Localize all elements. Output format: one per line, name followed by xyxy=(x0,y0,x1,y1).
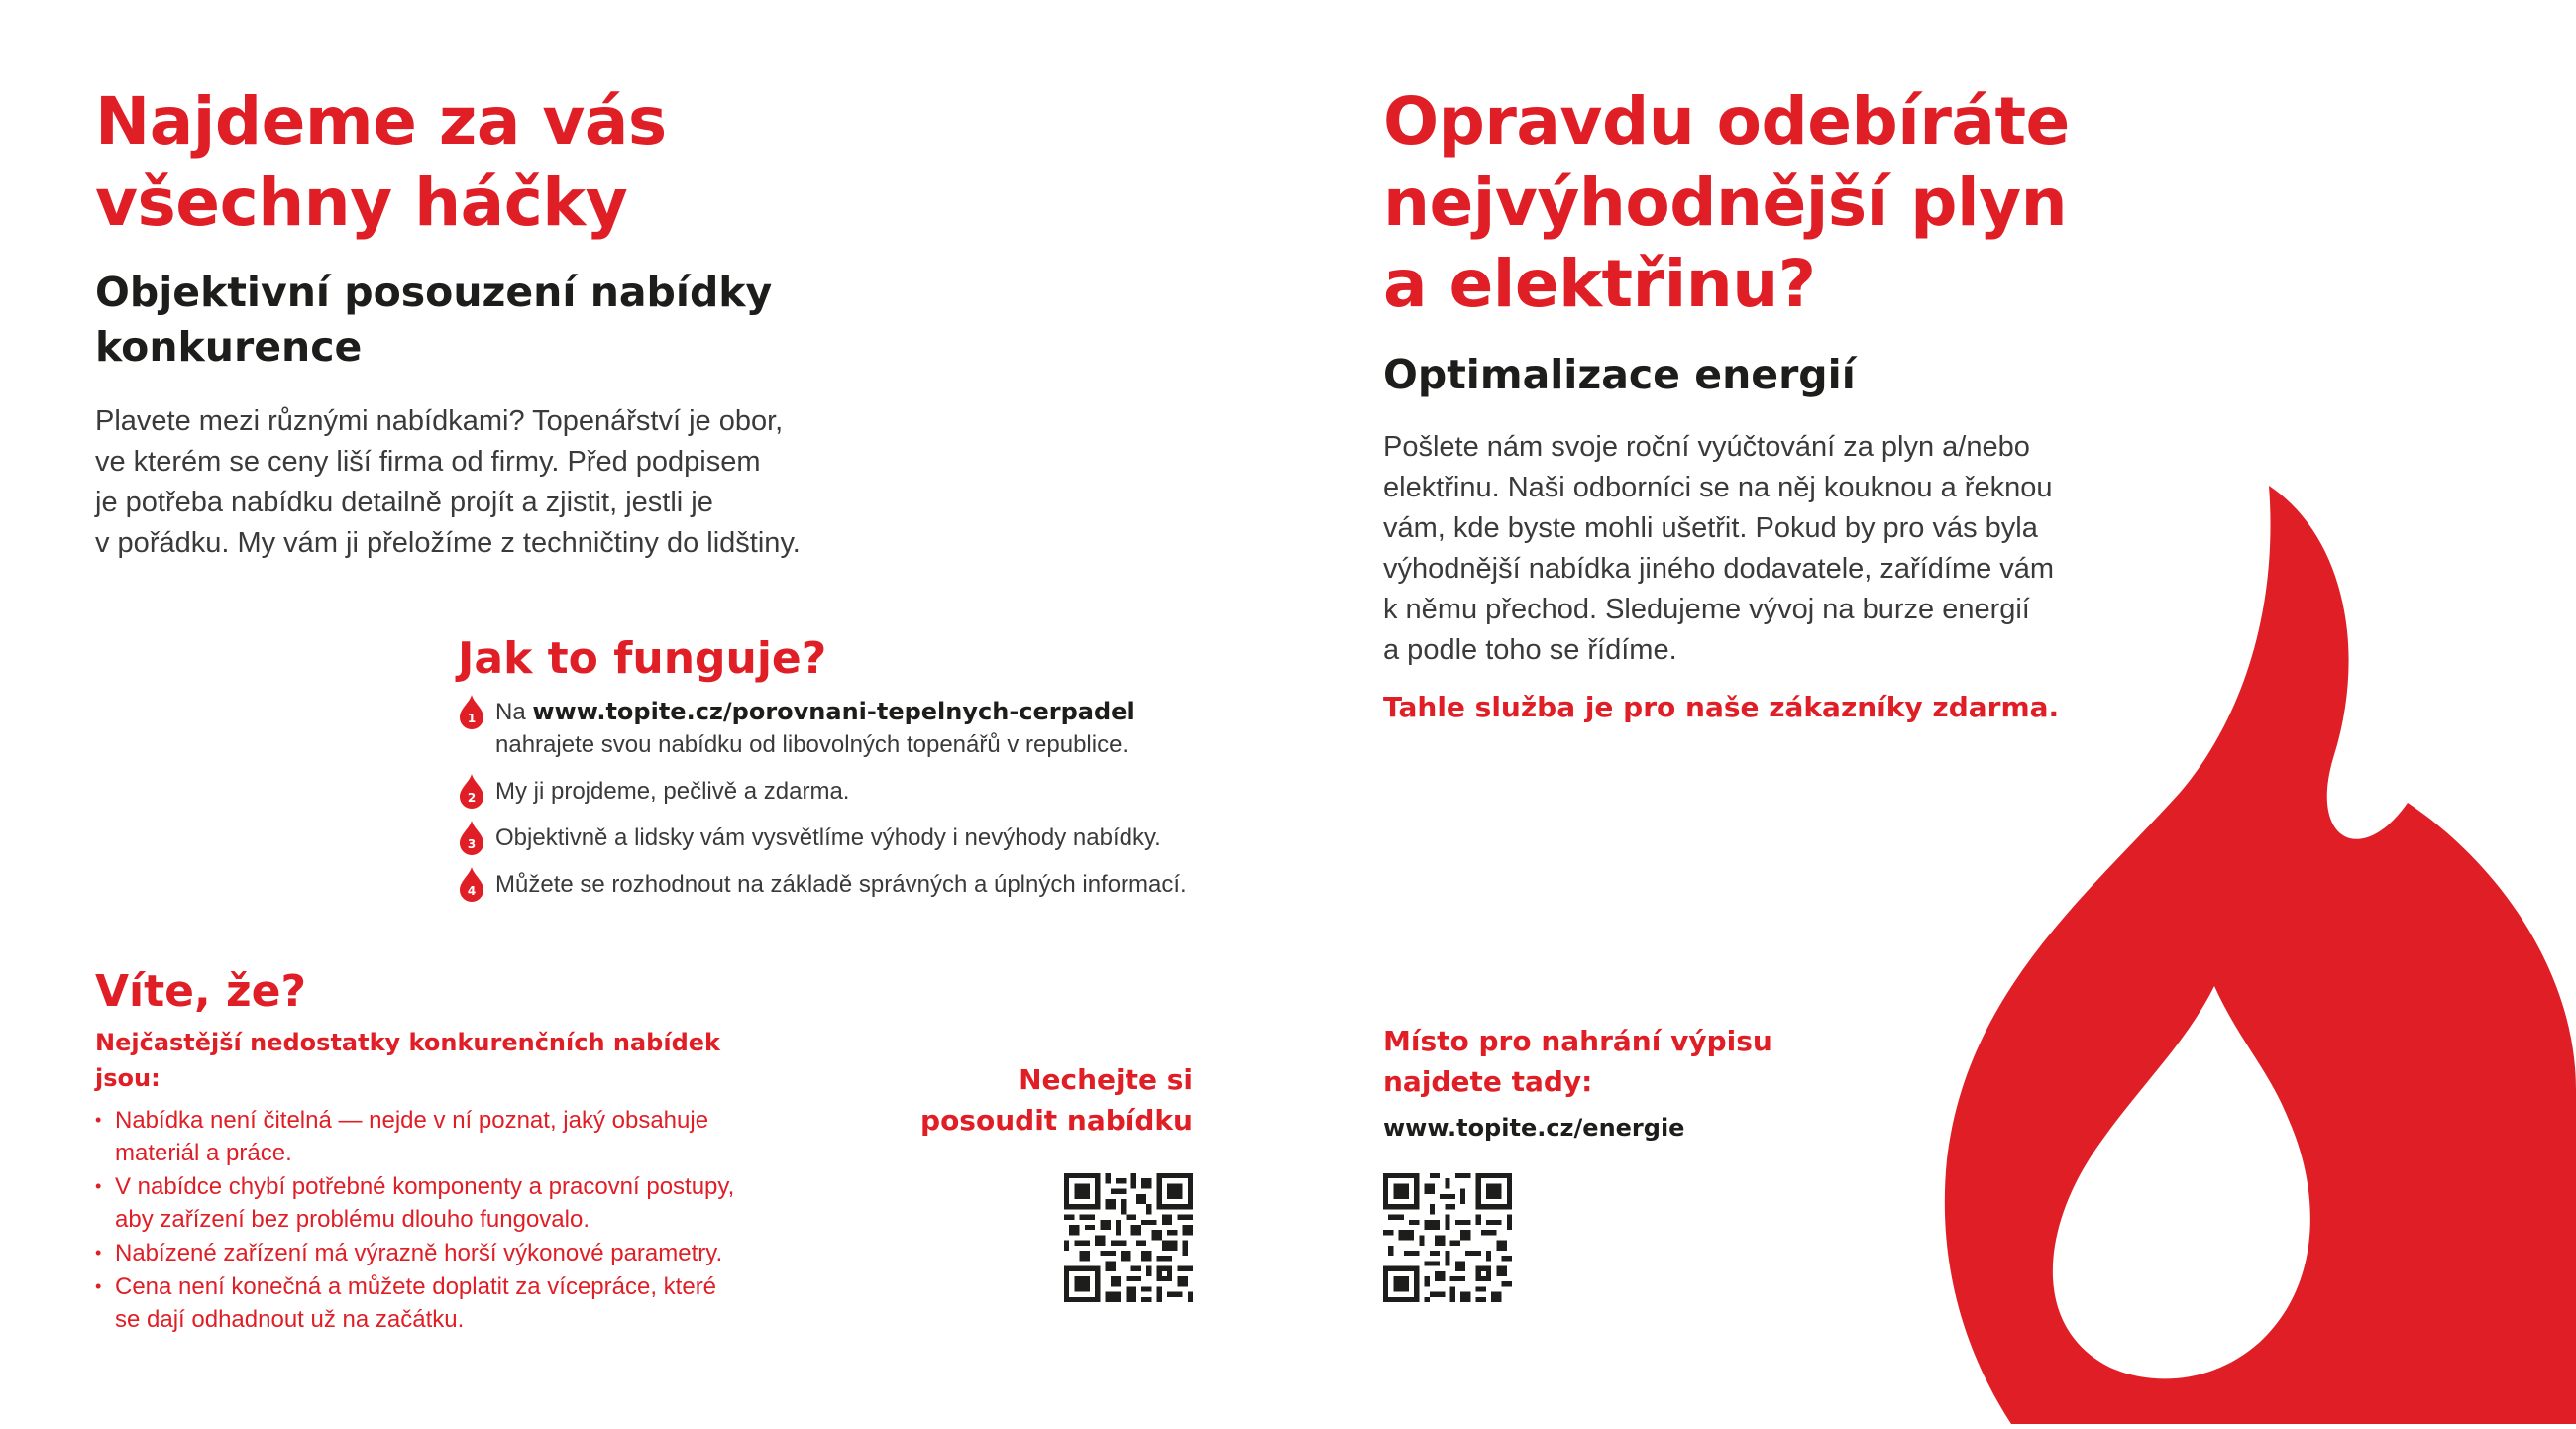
left-paragraph xyxy=(95,401,1185,564)
facts-bullet: • Cena není konečná a můžete doplatit za vícepráce, které se dají odhadnout už na začátku. xyxy=(95,1270,789,1336)
drop-number-icon xyxy=(458,820,485,855)
step-text: My ji projdeme, pečlivě a zdarma. xyxy=(495,778,850,805)
qr-code-left-icon[interactable] xyxy=(1064,1173,1193,1302)
paragraph-line: Plavete mezi různými nabídkami? Topenářství je obor, xyxy=(95,405,784,437)
qr-code-right-icon[interactable] xyxy=(1383,1173,1512,1302)
steps-list xyxy=(458,696,1250,901)
cta-left-line: Nechejte si xyxy=(1019,1063,1193,1096)
facts-subheading: Nejčastější nedostatky konkurenčních nabídek jsou: xyxy=(95,1029,721,1092)
paragraph-line: výhodnější nabídka jiného dodavatele, zařídíme vám xyxy=(1383,553,2055,585)
paragraph-line: a podle toho se řídíme. xyxy=(1383,634,1677,666)
drop-number-icon xyxy=(458,866,485,902)
paragraph-line: v pořádku. My vám ji přeložíme z techničtiny do lidštiny. xyxy=(95,527,801,559)
cta-right xyxy=(1383,1021,1978,1146)
right-title xyxy=(1383,81,2473,325)
left-subtitle xyxy=(95,266,1185,375)
paragraph-line: elektřinu. Naši odborníci se na něj kouknou a řeknou xyxy=(1383,472,2053,503)
step-link[interactable]: www.topite.cz/porovnani-tepelnych-cerpadel xyxy=(532,698,1135,725)
step-item xyxy=(458,822,1250,854)
step-item xyxy=(458,696,1250,761)
paragraph-line: je potřeba nabídku detailně projít a zjistit, jestli je xyxy=(95,487,713,518)
step-text: Můžete se rozhodnout na základě správných a úplných informací. xyxy=(495,871,1187,898)
flame-icon xyxy=(1942,476,2576,1424)
svg-text:4: 4 xyxy=(467,884,477,898)
paragraph-line: k němu přechod. Sledujeme vývoj na burze energií xyxy=(1383,594,2030,625)
facts-bullet: • V nabídce chybí potřebné komponenty a pracovní postupy, aby zařízení bez problému dlouho fungovalo. xyxy=(95,1170,789,1236)
svg-text:2: 2 xyxy=(467,791,477,805)
drop-number-icon xyxy=(458,694,485,729)
right-title-line: a elektřinu? xyxy=(1383,246,1816,322)
cta-right-url[interactable]: www.topite.cz/energie xyxy=(1383,1114,1685,1142)
paragraph-line: Pošlete nám svoje roční vyúčtování za plyn a/nebo xyxy=(1383,431,2030,463)
facts-bullet: • Nabízené zařízení má výrazně horší výkonové parametry. xyxy=(95,1237,789,1269)
left-title-line: všechny háčky xyxy=(95,165,628,241)
facts-list xyxy=(95,1104,789,1336)
cta-left-line: posoudit nabídku xyxy=(920,1104,1193,1137)
step-prefix: Na xyxy=(495,699,533,725)
facts-bullet: • Nabídka není čitelná — nejde v ní poznat, jaký obsahuje materiál a práce. xyxy=(95,1104,789,1169)
paragraph-line: vám, kde byste mohli ušetřit. Pokud by pro vás byla xyxy=(1383,512,2038,544)
drop-number-icon xyxy=(458,773,485,809)
svg-text:3: 3 xyxy=(467,837,477,851)
facts-heading: Víte, že? xyxy=(95,966,307,1017)
left-subtitle-line: konkurence xyxy=(95,323,363,371)
step-item xyxy=(458,868,1250,901)
cta-right-line: Místo pro nahrání výpisu xyxy=(1383,1025,1772,1057)
svg-text:1: 1 xyxy=(467,712,477,725)
step-text: Objektivně a lidsky vám vysvětlíme výhody i nevýhody nabídky. xyxy=(495,824,1161,851)
facts-section xyxy=(95,959,789,1337)
left-title xyxy=(95,81,1185,244)
how-heading: Jak to funguje? xyxy=(458,633,827,684)
right-subtitle xyxy=(1383,348,2473,402)
left-subtitle-line: Objektivní posouzení nabídky xyxy=(95,269,773,316)
free-note-text: Tahle služba je pro naše zákazníky zdarma. xyxy=(1383,691,2060,723)
step-text: nahrajete svou nabídku od libovolných topenářů v republice. xyxy=(495,731,1129,758)
step-item xyxy=(458,775,1250,808)
right-subtitle-text: Optimalizace energií xyxy=(1383,351,1856,398)
right-title-line: Opravdu odebíráte xyxy=(1383,83,2070,160)
left-title-line: Najdeme za vás xyxy=(95,83,667,160)
cta-right-line: najdete tady: xyxy=(1383,1065,1593,1098)
right-title-line: nejvýhodnější plyn xyxy=(1383,165,2068,241)
paragraph-line: ve kterém se ceny liší firma od firmy. Před podpisem xyxy=(95,446,761,478)
how-it-works xyxy=(458,632,1250,915)
cta-left xyxy=(872,1059,1193,1141)
